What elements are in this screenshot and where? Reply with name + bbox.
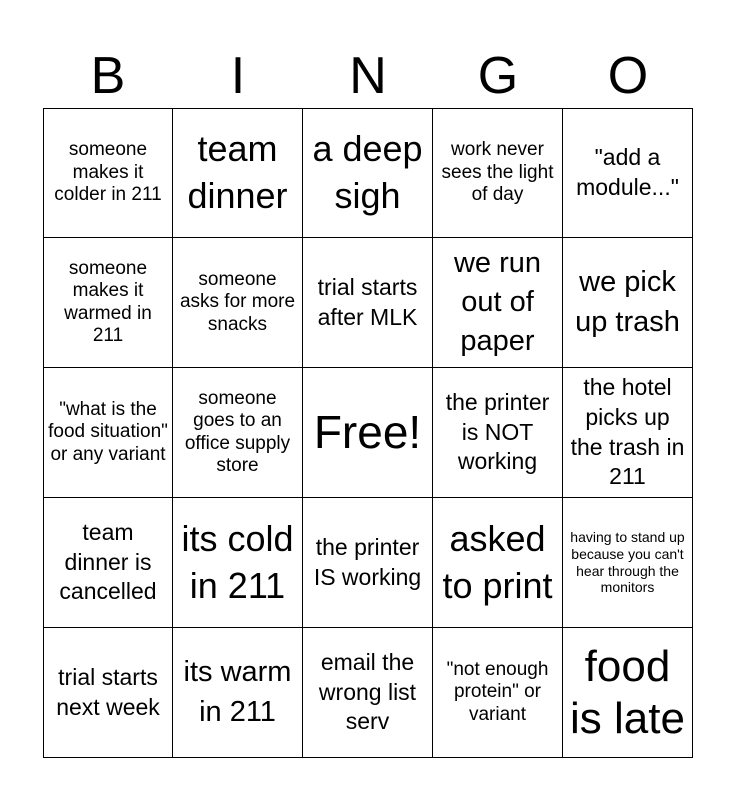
bingo-cell[interactable]: [563, 368, 693, 498]
cell-text: the printer is NOT working: [445, 388, 550, 475]
cell-text: work never sees the light of day: [441, 139, 554, 206]
cell-text: the printer IS working: [313, 533, 422, 590]
cell-text: asked to print: [442, 517, 553, 606]
cell-text: its warm in 211: [183, 656, 292, 728]
cell-text: "not enough protein" or variant: [446, 658, 549, 725]
cell-text: someone goes to an office supply store: [184, 387, 291, 476]
cell-text: trial starts next week: [56, 663, 160, 720]
header-letter-g: G: [477, 47, 519, 105]
cell-text: team dinner: [187, 128, 288, 216]
cell-text: someone makes it colder in 211: [54, 139, 162, 206]
bingo-cell[interactable]: [563, 498, 693, 628]
bingo-cell[interactable]: [173, 368, 303, 498]
bingo-cell[interactable]: [173, 238, 303, 368]
bingo-cell[interactable]: [433, 498, 563, 628]
bingo-cell[interactable]: [303, 238, 433, 368]
bingo-cell[interactable]: [43, 498, 173, 628]
cell-text: someone asks for more snacks: [179, 268, 296, 335]
cell-text: trial starts after MLK: [317, 273, 418, 330]
cell-text: we run out of paper: [453, 246, 542, 358]
header-letter-b: B: [90, 47, 126, 105]
cell-text: email the wrong list serv: [318, 648, 417, 735]
cell-text: team dinner is cancelled: [59, 518, 157, 605]
bingo-cell[interactable]: [433, 628, 563, 758]
cell-text: "what is the food situation" or any variant: [48, 398, 168, 465]
cell-text: Free!: [313, 406, 422, 459]
bingo-cell[interactable]: [303, 628, 433, 758]
bingo-cell[interactable]: [433, 108, 563, 238]
cell-text: we pick up trash: [575, 266, 680, 338]
cell-text: someone makes it warmed in 211: [64, 257, 152, 346]
bingo-cell[interactable]: [173, 628, 303, 758]
bingo-cell[interactable]: [303, 498, 433, 628]
bingo-grid: [43, 108, 693, 758]
bingo-cell[interactable]: [563, 628, 693, 758]
free-space[interactable]: [303, 368, 433, 498]
bingo-cell[interactable]: [433, 368, 563, 498]
header-letter-n: N: [349, 47, 387, 105]
bingo-cell[interactable]: [43, 108, 173, 238]
cell-text: the hotel picks up the trash in 211: [570, 373, 685, 490]
bingo-cell[interactable]: [563, 108, 693, 238]
cell-text: a deep sigh: [312, 128, 423, 216]
bingo-cell[interactable]: [563, 238, 693, 368]
header-letter-o: O: [607, 47, 649, 105]
bingo-cell[interactable]: [43, 238, 173, 368]
bingo-cell[interactable]: [303, 108, 433, 238]
bingo-cell[interactable]: [43, 368, 173, 498]
bingo-cell[interactable]: [173, 108, 303, 238]
header-letter-i: I: [230, 47, 246, 105]
bingo-cell[interactable]: [43, 628, 173, 758]
bingo-cell[interactable]: [173, 498, 303, 628]
cell-text: having to stand up because you can't hear through the monitors: [570, 529, 685, 596]
cell-text: food is late: [570, 641, 685, 743]
bingo-cell[interactable]: [433, 238, 563, 368]
cell-text: "add a module...": [576, 144, 679, 200]
cell-text: its cold in 211: [181, 517, 294, 606]
bingo-header: [43, 44, 693, 108]
